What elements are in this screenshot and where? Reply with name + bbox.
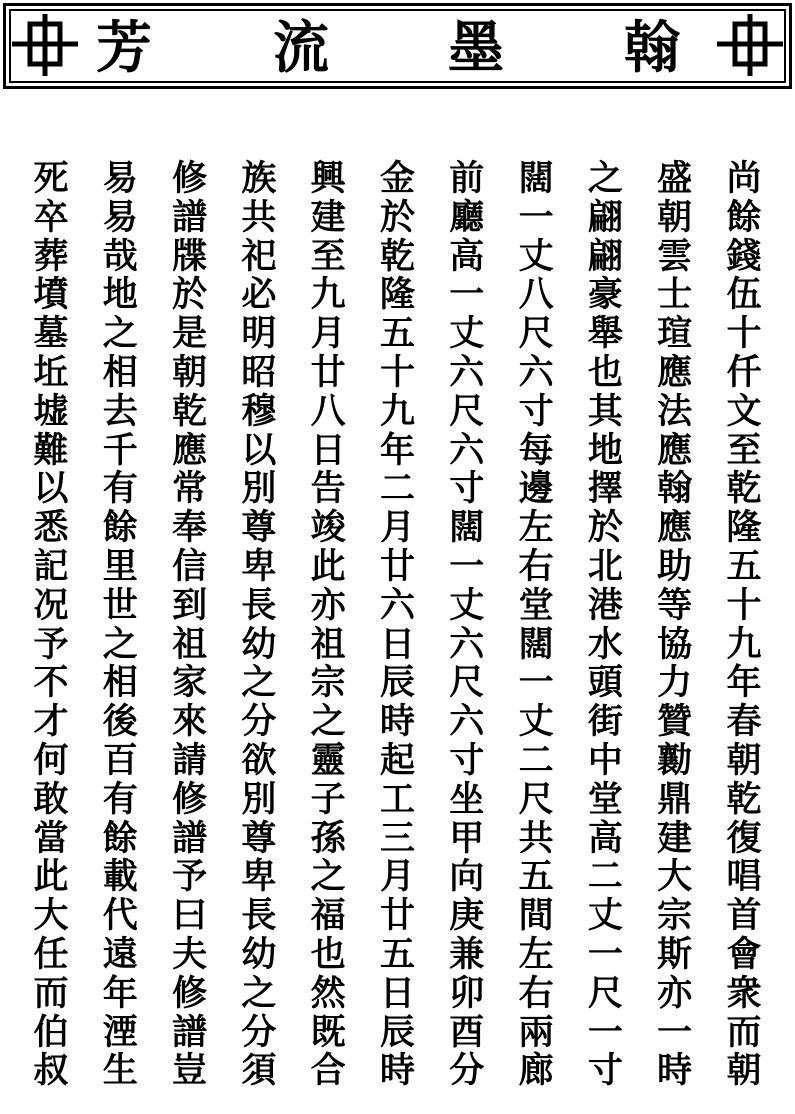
text-char: 日 [379, 623, 415, 665]
text-char: 廿 [310, 351, 346, 393]
text-char: 朝 [726, 1050, 762, 1092]
text-char: 丈 [587, 895, 623, 937]
text-char: 建 [310, 196, 346, 238]
text-char: 祖 [172, 623, 208, 665]
text-char: 明 [241, 313, 277, 355]
text-char: 廳 [449, 196, 485, 238]
text-char: 至 [310, 235, 346, 277]
lattice-ornament-icon [12, 14, 78, 76]
text-char: 豈 [172, 1050, 208, 1092]
text-char: 竣 [310, 507, 346, 549]
text-char: 到 [172, 584, 208, 626]
text-char: 信 [172, 545, 208, 587]
text-char: 予 [33, 623, 69, 665]
text-char: 兩 [518, 1011, 554, 1053]
text-char: 幼 [241, 623, 277, 665]
text-char: 餘 [726, 196, 762, 238]
title-banner [3, 3, 792, 89]
text-char: 五 [379, 313, 415, 355]
text-char: 尺 [449, 390, 485, 432]
text-column [20, 160, 82, 1090]
text-char: 遠 [102, 933, 138, 975]
text-char: 庚 [449, 895, 485, 937]
text-char: 衆 [726, 972, 762, 1014]
text-char: 時 [657, 1050, 693, 1092]
text-char: 來 [172, 701, 208, 743]
text-char: 起 [379, 739, 415, 781]
text-char: 修 [172, 778, 208, 820]
text-char: 亦 [657, 972, 693, 1014]
vertical-text-body [20, 160, 775, 1090]
text-char: 修 [172, 158, 208, 199]
title-char-3: 墨 [448, 15, 504, 81]
text-char: 之 [310, 701, 346, 743]
text-char: 一 [449, 274, 485, 316]
text-char: 常 [172, 468, 208, 510]
text-char: 之 [241, 662, 277, 704]
text-char: 尊 [241, 817, 277, 859]
text-char: 也 [310, 933, 346, 975]
text-char: 九 [726, 623, 762, 665]
text-char: 至 [726, 429, 762, 471]
text-char: 况 [33, 584, 69, 626]
text-char: 八 [310, 390, 346, 432]
lattice-ornament-icon [717, 14, 783, 76]
text-char: 春 [726, 701, 762, 743]
text-char: 港 [587, 584, 623, 626]
text-char: 亦 [310, 584, 346, 626]
text-char: 寸 [449, 468, 485, 510]
text-char: 敢 [33, 778, 69, 820]
text-char: 有 [102, 468, 138, 510]
text-char: 朝 [172, 351, 208, 393]
text-char: 分 [449, 1050, 485, 1092]
text-char: 八 [518, 274, 554, 316]
text-char: 須 [241, 1050, 277, 1092]
text-char: 餘 [102, 507, 138, 549]
text-char: 尚 [726, 158, 762, 199]
text-char: 世 [102, 584, 138, 626]
text-char: 一 [518, 196, 554, 238]
text-char: 酉 [449, 1011, 485, 1053]
text-char: 之 [102, 313, 138, 355]
text-char: 家 [172, 662, 208, 704]
text-char: 每 [518, 429, 554, 471]
text-char: 譜 [172, 817, 208, 859]
text-char: 朝 [657, 196, 693, 238]
text-char: 斯 [657, 933, 693, 975]
text-char: 昭 [241, 351, 277, 393]
text-char: 年 [379, 429, 415, 471]
text-char: 尺 [518, 313, 554, 355]
text-char: 地 [587, 429, 623, 471]
text-char: 尺 [449, 662, 485, 704]
text-char: 一 [518, 662, 554, 704]
text-column [574, 160, 636, 1090]
text-char: 也 [587, 351, 623, 393]
text-char: 助 [657, 545, 693, 587]
text-char: 兼 [449, 933, 485, 975]
text-char: 此 [310, 545, 346, 587]
text-char: 建 [657, 817, 693, 859]
text-char: 日 [379, 972, 415, 1014]
title-char-4: 翰 [624, 15, 680, 81]
text-char: 長 [241, 895, 277, 937]
text-char: 於 [379, 196, 415, 238]
text-char: 年 [726, 662, 762, 704]
text-char: 丈 [518, 701, 554, 743]
text-char: 於 [172, 274, 208, 316]
text-char: 工 [379, 778, 415, 820]
text-char: 幼 [241, 933, 277, 975]
text-char: 譜 [172, 1011, 208, 1053]
text-column [297, 160, 359, 1090]
text-char: 隆 [379, 274, 415, 316]
text-char: 子 [310, 778, 346, 820]
text-char: 代 [102, 895, 138, 937]
text-char: 中 [587, 739, 623, 781]
text-char: 右 [518, 972, 554, 1014]
text-char: 年 [102, 972, 138, 1014]
text-char: 死 [33, 158, 69, 199]
text-char: 福 [310, 895, 346, 937]
text-char: 坵 [33, 351, 69, 393]
text-char: 左 [518, 507, 554, 549]
text-char: 高 [449, 235, 485, 277]
text-char: 水 [587, 623, 623, 665]
text-char: 堂 [587, 778, 623, 820]
text-char: 不 [33, 662, 69, 704]
text-char: 廊 [518, 1050, 554, 1092]
text-char: 闊 [518, 158, 554, 199]
text-char: 右 [518, 545, 554, 587]
text-char: 廿 [379, 545, 415, 587]
text-char: 宗 [657, 895, 693, 937]
text-char: 乾 [379, 235, 415, 277]
text-column [89, 160, 151, 1090]
text-column [436, 160, 498, 1090]
text-char: 修 [172, 972, 208, 1014]
text-char: 月 [379, 507, 415, 549]
text-char: 伍 [726, 274, 762, 316]
text-char: 六 [449, 351, 485, 393]
text-char: 金 [379, 158, 415, 199]
text-char: 十 [726, 584, 762, 626]
text-char: 分 [241, 701, 277, 743]
text-char: 卒 [33, 196, 69, 238]
text-char: 六 [449, 623, 485, 665]
text-char: 廿 [379, 895, 415, 937]
text-char: 孫 [310, 817, 346, 859]
text-char: 士 [657, 274, 693, 316]
text-char: 朝 [726, 739, 762, 781]
text-char: 共 [241, 196, 277, 238]
text-char: 相 [102, 351, 138, 393]
text-char: 尺 [518, 778, 554, 820]
text-char: 應 [657, 351, 693, 393]
text-char: 墓 [33, 313, 69, 355]
text-char: 闊 [518, 623, 554, 665]
text-char: 甲 [449, 817, 485, 859]
text-char: 十 [726, 313, 762, 355]
text-char: 叔 [33, 1050, 69, 1092]
title-char-1: 芳 [96, 15, 152, 81]
text-char: 丈 [518, 235, 554, 277]
text-char: 載 [102, 856, 138, 898]
text-char: 文 [726, 390, 762, 432]
text-char: 五 [518, 856, 554, 898]
text-char: 穆 [241, 390, 277, 432]
text-char: 等 [657, 584, 693, 626]
text-char: 丈 [449, 584, 485, 626]
text-char: 九 [310, 274, 346, 316]
text-char: 興 [310, 158, 346, 199]
text-column [644, 160, 706, 1090]
text-char: 祀 [241, 235, 277, 277]
text-char: 時 [379, 701, 415, 743]
text-char: 告 [310, 468, 346, 510]
text-char: 別 [241, 778, 277, 820]
text-char: 九 [379, 390, 415, 432]
text-char: 鼎 [657, 778, 693, 820]
text-char: 悉 [33, 507, 69, 549]
text-char: 生 [102, 1050, 138, 1092]
text-char: 千 [102, 429, 138, 471]
text-char: 相 [102, 662, 138, 704]
text-char: 湮 [102, 1011, 138, 1053]
text-char: 共 [518, 817, 554, 859]
text-char: 間 [518, 895, 554, 937]
text-char: 寸 [587, 1050, 623, 1092]
text-char: 高 [587, 817, 623, 859]
text-char: 奉 [172, 507, 208, 549]
text-char: 墟 [33, 390, 69, 432]
text-char: 族 [241, 158, 277, 199]
text-char: 雲 [657, 235, 693, 277]
text-char: 既 [310, 1011, 346, 1053]
text-char: 尊 [241, 507, 277, 549]
text-char: 里 [102, 545, 138, 587]
text-char: 尺 [587, 972, 623, 1014]
text-char: 一 [657, 1011, 693, 1053]
text-char: 乾 [172, 390, 208, 432]
text-char: 時 [379, 1050, 415, 1092]
text-char: 牒 [172, 235, 208, 277]
text-char: 五 [379, 933, 415, 975]
text-char: 予 [172, 856, 208, 898]
text-char: 而 [33, 972, 69, 1014]
text-char: 欲 [241, 739, 277, 781]
text-char: 前 [449, 158, 485, 199]
text-char: 應 [657, 507, 693, 549]
text-char: 勷 [657, 739, 693, 781]
text-char: 應 [657, 429, 693, 471]
text-char: 邊 [518, 468, 554, 510]
text-char: 首 [726, 895, 762, 937]
text-char: 靈 [310, 739, 346, 781]
text-column [366, 160, 428, 1090]
text-char: 之 [241, 972, 277, 1014]
text-char: 三 [379, 817, 415, 859]
text-char: 寸 [449, 739, 485, 781]
text-char: 此 [33, 856, 69, 898]
text-char: 辰 [379, 662, 415, 704]
text-char: 任 [33, 933, 69, 975]
text-char: 宗 [310, 662, 346, 704]
text-char: 易 [102, 196, 138, 238]
text-char: 合 [310, 1050, 346, 1092]
text-char: 月 [310, 313, 346, 355]
text-char: 復 [726, 817, 762, 859]
text-char: 有 [102, 778, 138, 820]
text-char: 當 [33, 817, 69, 859]
text-char: 力 [657, 662, 693, 704]
text-column [713, 160, 775, 1090]
text-char: 之 [310, 856, 346, 898]
text-char: 十 [379, 351, 415, 393]
text-char: 堂 [518, 584, 554, 626]
text-column [505, 160, 567, 1090]
text-char: 一 [449, 545, 485, 587]
text-char: 隆 [726, 507, 762, 549]
text-char: 何 [33, 739, 69, 781]
text-char: 翩 [587, 196, 623, 238]
text-char: 頭 [587, 662, 623, 704]
text-char: 錢 [726, 235, 762, 277]
text-char: 請 [172, 739, 208, 781]
text-char: 二 [587, 856, 623, 898]
text-char: 曰 [172, 895, 208, 937]
text-char: 百 [102, 739, 138, 781]
text-char: 然 [310, 972, 346, 1014]
text-char: 六 [518, 351, 554, 393]
text-char: 後 [102, 701, 138, 743]
title-char-2: 流 [273, 15, 329, 81]
text-char: 難 [33, 429, 69, 471]
text-char: 日 [310, 429, 346, 471]
text-char: 分 [241, 1011, 277, 1053]
text-char: 丈 [449, 313, 485, 355]
text-char: 乾 [726, 778, 762, 820]
text-char: 仟 [726, 351, 762, 393]
text-char: 必 [241, 274, 277, 316]
text-char: 左 [518, 933, 554, 975]
text-char: 而 [726, 1011, 762, 1053]
text-char: 一 [587, 1011, 623, 1053]
text-char: 五 [726, 545, 762, 587]
text-char: 唱 [726, 856, 762, 898]
text-char: 地 [102, 274, 138, 316]
text-column [159, 160, 221, 1090]
text-char: 辰 [379, 1011, 415, 1053]
text-char: 餘 [102, 817, 138, 859]
text-char: 豪 [587, 274, 623, 316]
text-char: 譜 [172, 196, 208, 238]
text-char: 會 [726, 933, 762, 975]
text-char: 應 [172, 429, 208, 471]
text-char: 贊 [657, 701, 693, 743]
text-char: 北 [587, 545, 623, 587]
text-char: 才 [33, 701, 69, 743]
text-char: 乾 [726, 468, 762, 510]
text-char: 以 [241, 429, 277, 471]
text-char: 哉 [102, 235, 138, 277]
text-char: 一 [587, 933, 623, 975]
text-char: 別 [241, 468, 277, 510]
text-char: 翰 [657, 468, 693, 510]
text-char: 六 [379, 584, 415, 626]
text-char: 六 [449, 701, 485, 743]
text-char: 瑄 [657, 313, 693, 355]
text-column [228, 160, 290, 1090]
text-char: 是 [172, 313, 208, 355]
text-char: 大 [33, 895, 69, 937]
text-char: 伯 [33, 1011, 69, 1053]
text-char: 於 [587, 507, 623, 549]
text-char: 卯 [449, 972, 485, 1014]
text-char: 月 [379, 856, 415, 898]
text-char: 卑 [241, 856, 277, 898]
text-char: 六 [449, 429, 485, 471]
text-char: 去 [102, 390, 138, 432]
text-char: 卑 [241, 545, 277, 587]
text-char: 擇 [587, 468, 623, 510]
text-char: 長 [241, 584, 277, 626]
text-char: 坐 [449, 778, 485, 820]
text-char: 寸 [518, 390, 554, 432]
text-char: 記 [33, 545, 69, 587]
text-char: 之 [587, 158, 623, 199]
text-char: 向 [449, 856, 485, 898]
text-char: 以 [33, 468, 69, 510]
text-char: 墳 [33, 274, 69, 316]
text-char: 之 [102, 623, 138, 665]
text-char: 法 [657, 390, 693, 432]
text-char: 翩 [587, 235, 623, 277]
text-char: 夫 [172, 933, 208, 975]
text-char: 葬 [33, 235, 69, 277]
text-char: 闊 [449, 507, 485, 549]
text-char: 舉 [587, 313, 623, 355]
text-char: 盛 [657, 158, 693, 199]
text-char: 協 [657, 623, 693, 665]
text-char: 易 [102, 158, 138, 199]
text-char: 二 [379, 468, 415, 510]
text-char: 大 [657, 856, 693, 898]
text-char: 祖 [310, 623, 346, 665]
text-char: 街 [587, 701, 623, 743]
text-char: 其 [587, 390, 623, 432]
text-char: 二 [518, 739, 554, 781]
